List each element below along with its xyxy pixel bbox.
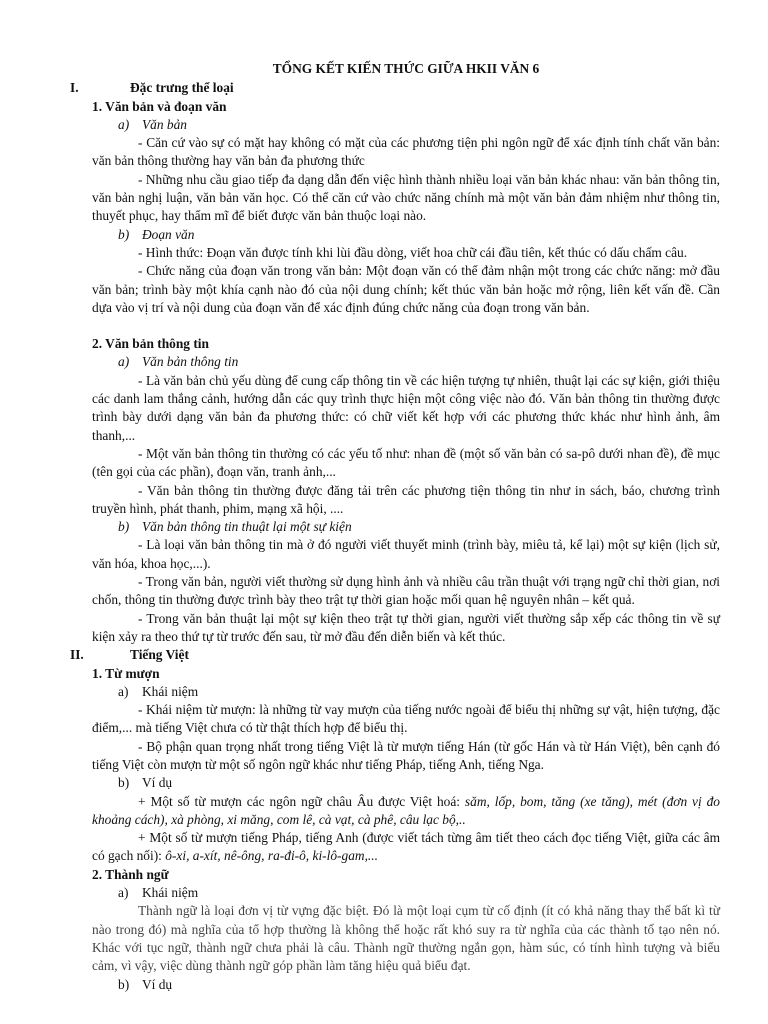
list-label: b) xyxy=(118,976,130,992)
subheading-text: Văn bản xyxy=(142,116,188,132)
subheading-1-2-b xyxy=(92,518,720,536)
subheading-2-2-b xyxy=(92,976,720,994)
section-2-heading xyxy=(70,646,720,664)
paragraph: - Một văn bản thông tin thường có các yếu tố như: nhan đề (một số văn bản có sa-pô dưới nhan đề), đề mục (tên gọi của các phần), đoạn văn, tranh ảnh,... xyxy=(92,445,720,480)
paragraph: - Căn cứ vào sự có mặt hay không có mặt của các phương tiện phi ngôn ngữ để xác định tính chất văn bản: văn bản thông thường hay văn bản đa phương thức xyxy=(92,135,720,169)
list-label: b) xyxy=(118,775,130,791)
paragraph: - Trong văn bản, người viết thường sử dụng hình ảnh và nhiều câu trần thuật với trạng ngữ chỉ thời gian, nơi chốn, thông tin thường được trình bày theo trật tự thời gian hoặc mối quan hệ nguyên nhân – kết quả. xyxy=(92,574,720,608)
document-title: TỔNG KẾT KIẾN THỨC GIỮA HKII VĂN 6 xyxy=(272,61,540,76)
heading-1-1: 1. Văn bản và đoạn văn xyxy=(92,98,227,114)
section-2-title: Tiếng Việt xyxy=(130,647,189,663)
spacer xyxy=(92,317,720,335)
subheading-text: Khái niệm xyxy=(142,683,199,699)
example-intro: + Một số từ mượn tiếng Pháp, tiếng Anh (được viết tách từng âm tiết theo cách đọc tiếng Việt, giữa các âm có gạch nối): xyxy=(92,830,720,864)
paragraph: - Khái niệm từ mượn: là những từ vay mượn của tiếng nước ngoài để biểu thị những sự vật, hiện tượng, đặc điểm,... mà tiếng Việt chưa có từ thật thích hợp để biểu thị. xyxy=(92,702,720,736)
example-intro: + Một số từ mượn các ngôn ngữ châu Âu được Việt hoá: xyxy=(138,793,465,809)
list-label: a) xyxy=(118,683,129,699)
subheading-text: Ví dụ xyxy=(142,976,173,992)
subheading-2-1-b xyxy=(92,774,720,792)
paragraph: - Là loại văn bản thông tin mà ở đó người viết thuyết minh (trình bày, miêu tả, kể lại) một sự kiện (lịch sử, văn hóa, khoa học,...). xyxy=(92,537,720,571)
heading-1-2: 2. Văn bản thông tin xyxy=(92,336,209,352)
heading-2-2: 2. Thành ngữ xyxy=(92,866,169,882)
subheading-text: Ví dụ xyxy=(142,775,173,791)
paragraph: - Bộ phận quan trọng nhất trong tiếng Việt là từ mượn tiếng Hán (từ gốc Hán và từ Hán Việt), bên cạnh đó tiếng Việt còn mượn từ một số ngôn ngữ khác như tiếng Pháp, tiếng Anh, tiếng Nga. xyxy=(92,738,720,772)
list-label: b) xyxy=(118,519,130,535)
list-label: b) xyxy=(118,226,130,242)
example-words: ô-xi, a-xít, nê-ông, ra-đi-ô, ki-lô-gam,... xyxy=(165,848,378,864)
list-label: a) xyxy=(118,354,130,370)
subheading-1-2-a xyxy=(92,353,720,371)
example-words: săm, lốp, bom, tăng (xe tăng), mét (đơn vị đo khoảng cách), xà phòng, xi măng, com lê, cà vạt, cà phê, câu lạc bộ,.. xyxy=(92,793,721,827)
paragraph: - Những nhu cầu giao tiếp đa dạng dẫn đến việc hình thành nhiều loại văn bản khác nhau: văn bản thông tin, văn bản nghị luận, văn bản văn học. Có thể căn cứ vào chức năng chính mà một văn bản đảm nhiệm như thông tin, thuyết phục, hay thẩm mĩ để biết được văn bản thuộc loại nào. xyxy=(92,171,720,224)
paragraph: Thành ngữ là loại đơn vị từ vựng đặc biệt. Đó là một loại cụm từ cố định (ít có khả năng thay thế bất kì từ nào trong đó) mà nghĩa của tổ hợp thường là không thể hoặc rất khó suy ra từ nghĩa của các thành tố tạo nên nó. Khác với tục ngữ, thành ngữ chưa phải là câu. Thành ngữ thường ngắn gọn, hàm súc, có tính hình tượng và biểu cảm, vì vậy, việc dùng thành ngữ góp phần làm tăng hiệu quả biểu đạt. xyxy=(92,903,720,974)
subheading-text: Văn bản thông tin thuật lại một sự kiện xyxy=(142,519,352,535)
subheading-text: Khái niệm xyxy=(142,885,199,901)
section-1-heading xyxy=(70,79,720,97)
section-1-title: Đặc trưng thể loại xyxy=(130,80,234,96)
paragraph: - Trong văn bản thuật lại một sự kiện theo trật tự thời gian, người viết thường sắp xếp các thông tin về sự kiện xảy ra theo thứ tự từ trước đến sau, từ mở đầu đến diễn biến và kết thúc. xyxy=(92,610,720,644)
subheading-2-2-a xyxy=(92,884,720,902)
paragraph: - Là văn bản chủ yếu dùng để cung cấp thông tin về các hiện tượng tự nhiên, thuật lại các sự kiện, giới thiệu các danh lam thắng cảnh, hướng dẫn các quy trình thực hiện một công việc nào đó. Văn bản thông tin thường được trình bày dưới dạng văn bản đa phương thức: có chữ viết kết hợp với các phương thức khác như hình ảnh, âm thanh,... xyxy=(92,372,720,443)
paragraph xyxy=(92,793,720,830)
document-page xyxy=(70,60,721,994)
list-label: a) xyxy=(118,116,130,132)
section-2-number: II. xyxy=(70,647,84,663)
paragraph: - Chức năng của đoạn văn trong văn bản: Một đoạn văn có thể đảm nhận một trong các chức năng: mở đầu văn bản; trình bày một khía cạnh nào đó của nội dung chính; kết thúc văn bản hoặc mở rộng, liên kết vấn đề. Cần dựa vào vị trí và nội dung của đoạn văn để xác định đúng chức năng của đoạn trong văn bản. xyxy=(92,263,720,315)
subheading-2-1-a xyxy=(92,683,720,701)
subheading-1-1-b xyxy=(92,226,720,244)
section-1-number: I. xyxy=(70,80,79,96)
list-label: a) xyxy=(118,885,129,901)
subheading-1-1-a xyxy=(92,116,720,134)
paragraph: - Văn bản thông tin thường được đăng tải trên các phương tiện thông tin như in sách, báo, chương trình truyền hình, phát thanh, phim, mạng xã hội, .... xyxy=(92,482,720,516)
paragraph xyxy=(92,829,720,866)
subheading-text: Văn bản thông tin xyxy=(142,354,239,370)
paragraph: - Hình thức: Đoạn văn được tính khi lùi đầu dòng, viết hoa chữ cái đầu tiên, kết thúc có dấu chấm câu. xyxy=(138,244,688,260)
heading-2-1: 1. Từ mượn xyxy=(92,665,160,681)
subheading-text: Đoạn văn xyxy=(142,226,195,242)
